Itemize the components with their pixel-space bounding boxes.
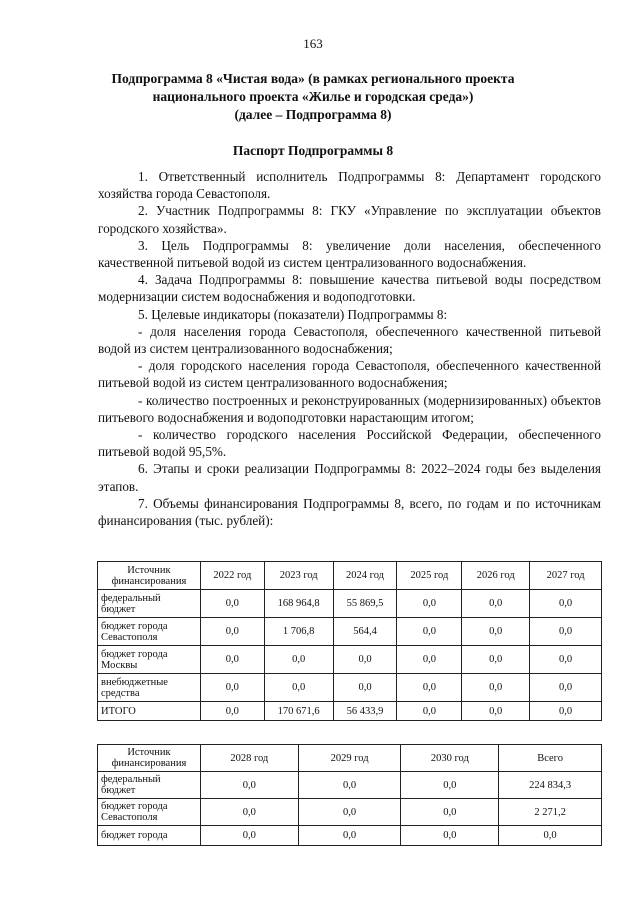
- value-cell: 0,0: [401, 826, 499, 846]
- value-cell: 0,0: [200, 646, 264, 674]
- header-cell: 2026 год: [462, 562, 530, 590]
- title-line: национального проекта «Жилье и городская среда»): [152, 89, 474, 104]
- value-cell: 0,0: [397, 590, 462, 618]
- value-cell: 0,0: [200, 799, 298, 826]
- value-cell: 55 869,5: [333, 590, 397, 618]
- financing-table-2028-2030: [97, 744, 602, 846]
- value-cell: 0,0: [298, 799, 401, 826]
- table-row: [98, 799, 602, 826]
- value-cell: 0,0: [401, 772, 499, 799]
- header-cell: 2030 год: [401, 745, 499, 772]
- value-cell: 0,0: [397, 646, 462, 674]
- value-cell: 0,0: [397, 674, 462, 702]
- table-header-row: [98, 562, 602, 590]
- paragraph: 7. Объемы финансирования Подпрограммы 8, всего, по годам и по источникам финансирования (тыс. рублей):: [98, 495, 601, 529]
- passport-title: Паспорт Подпрограммы 8: [232, 143, 394, 158]
- value-cell: 0,0: [200, 826, 298, 846]
- value-cell: 0,0: [530, 702, 602, 721]
- paragraph: - доля городского населения города Севастополя, обеспеченного качественной питьевой водой из систем централизованного водоснабжения;: [98, 358, 601, 391]
- value-cell: 0,0: [499, 826, 602, 846]
- header-cell: Источник финансирования: [98, 562, 201, 590]
- value-cell: 0,0: [462, 702, 530, 721]
- table-row: [98, 618, 602, 646]
- value-cell: 0,0: [530, 590, 602, 618]
- page-number: 163: [303, 36, 323, 51]
- value-cell: 0,0: [530, 646, 602, 674]
- subprogram-title: [60, 70, 566, 124]
- value-cell: 0,0: [462, 646, 530, 674]
- financing-table-2022-2027: [97, 561, 602, 721]
- value-cell: 1 706,8: [264, 618, 333, 646]
- source-cell: внебюджетные средства: [98, 674, 201, 702]
- source-cell: бюджет города Севастополя: [98, 618, 201, 646]
- header-cell: 2024 год: [333, 562, 397, 590]
- value-cell: 0,0: [462, 618, 530, 646]
- value-cell: 0,0: [462, 674, 530, 702]
- paragraph: 6. Этапы и сроки реализации Подпрограммы 8: 2022–2024 годы без выделения этапов.: [98, 461, 601, 494]
- value-cell: 0,0: [200, 702, 264, 721]
- header-cell: 2029 год: [298, 745, 401, 772]
- header-cell: 2022 год: [200, 562, 264, 590]
- value-cell: 56 433,9: [333, 702, 397, 721]
- header-cell: 2023 год: [264, 562, 333, 590]
- paragraph: - количество построенных и реконструированных (модернизированных) объектов питьевого водоснабжения и водоподготовки нарастающим итогом;: [98, 392, 601, 425]
- value-cell: 0,0: [200, 618, 264, 646]
- value-cell: 0,0: [200, 772, 298, 799]
- source-cell: федеральный бюджет: [98, 590, 201, 618]
- table-row: [98, 646, 602, 674]
- paragraph: 4. Задача Подпрограммы 8: повышение качества питьевой воды посредством модернизации систем водоснабжения и водоподготовки.: [98, 272, 601, 305]
- value-cell: 170 671,6: [264, 702, 333, 721]
- value-cell: 0,0: [264, 646, 333, 674]
- table-row: [98, 674, 602, 702]
- table-row: [98, 590, 602, 618]
- header-cell: 2025 год: [397, 562, 462, 590]
- value-cell: 0,0: [401, 799, 499, 826]
- value-cell: 2 271,2: [499, 799, 602, 826]
- value-cell: 0,0: [200, 590, 264, 618]
- value-cell: 0,0: [200, 674, 264, 702]
- source-cell: бюджет города Севастополя: [98, 799, 201, 826]
- table-header-row: [98, 745, 602, 772]
- source-cell: федеральный бюджет: [98, 772, 201, 799]
- value-cell: 0,0: [462, 590, 530, 618]
- header-cell: 2028 год: [200, 745, 298, 772]
- value-cell: 0,0: [530, 618, 602, 646]
- source-cell: ИТОГО: [98, 702, 201, 721]
- paragraph: - количество городского населения Российской Федерации, обеспеченного питьевой водой 95,5%.: [98, 427, 601, 460]
- source-cell: бюджет города Москвы: [98, 646, 201, 674]
- table-row: [98, 826, 602, 846]
- paragraph: 3. Цель Подпрограммы 8: увеличение доли населения, обеспеченного качественной питьевой водой из систем централизованного водоснабжения.: [98, 237, 601, 271]
- paragraph: 1. Ответственный исполнитель Подпрограммы 8: Департамент городского хозяйства города Севастополя.: [98, 169, 601, 202]
- passport-body: [98, 168, 601, 529]
- value-cell: 564,4: [333, 618, 397, 646]
- value-cell: 0,0: [397, 618, 462, 646]
- title-line: (далее – Подпрограмма 8): [234, 107, 392, 122]
- paragraph: - доля населения города Севастополя, обеспеченного качественной питьевой водой из систем централизованного водоснабжения;: [98, 323, 601, 357]
- paragraph: 2. Участник Подпрограммы 8: ГКУ «Управление по эксплуатации объектов городского хозяйства».: [98, 203, 601, 236]
- value-cell: 0,0: [264, 674, 333, 702]
- source-cell: бюджет города: [98, 826, 201, 846]
- title-line: Подпрограмма 8 «Чистая вода» (в рамках регионального проекта: [111, 71, 515, 86]
- value-cell: 0,0: [397, 702, 462, 721]
- value-cell: 0,0: [298, 826, 401, 846]
- value-cell: 224 834,3: [499, 772, 602, 799]
- value-cell: 0,0: [530, 674, 602, 702]
- value-cell: 168 964,8: [264, 590, 333, 618]
- header-cell: Всего: [499, 745, 602, 772]
- header-cell: 2027 год: [530, 562, 602, 590]
- value-cell: 0,0: [333, 674, 397, 702]
- table-row: [98, 772, 602, 799]
- paragraph: 5. Целевые индикаторы (показатели) Подпрограммы 8:: [138, 306, 448, 322]
- table-total-row: [98, 702, 602, 721]
- header-cell: Источник финансирования: [98, 745, 201, 772]
- value-cell: 0,0: [298, 772, 401, 799]
- value-cell: 0,0: [333, 646, 397, 674]
